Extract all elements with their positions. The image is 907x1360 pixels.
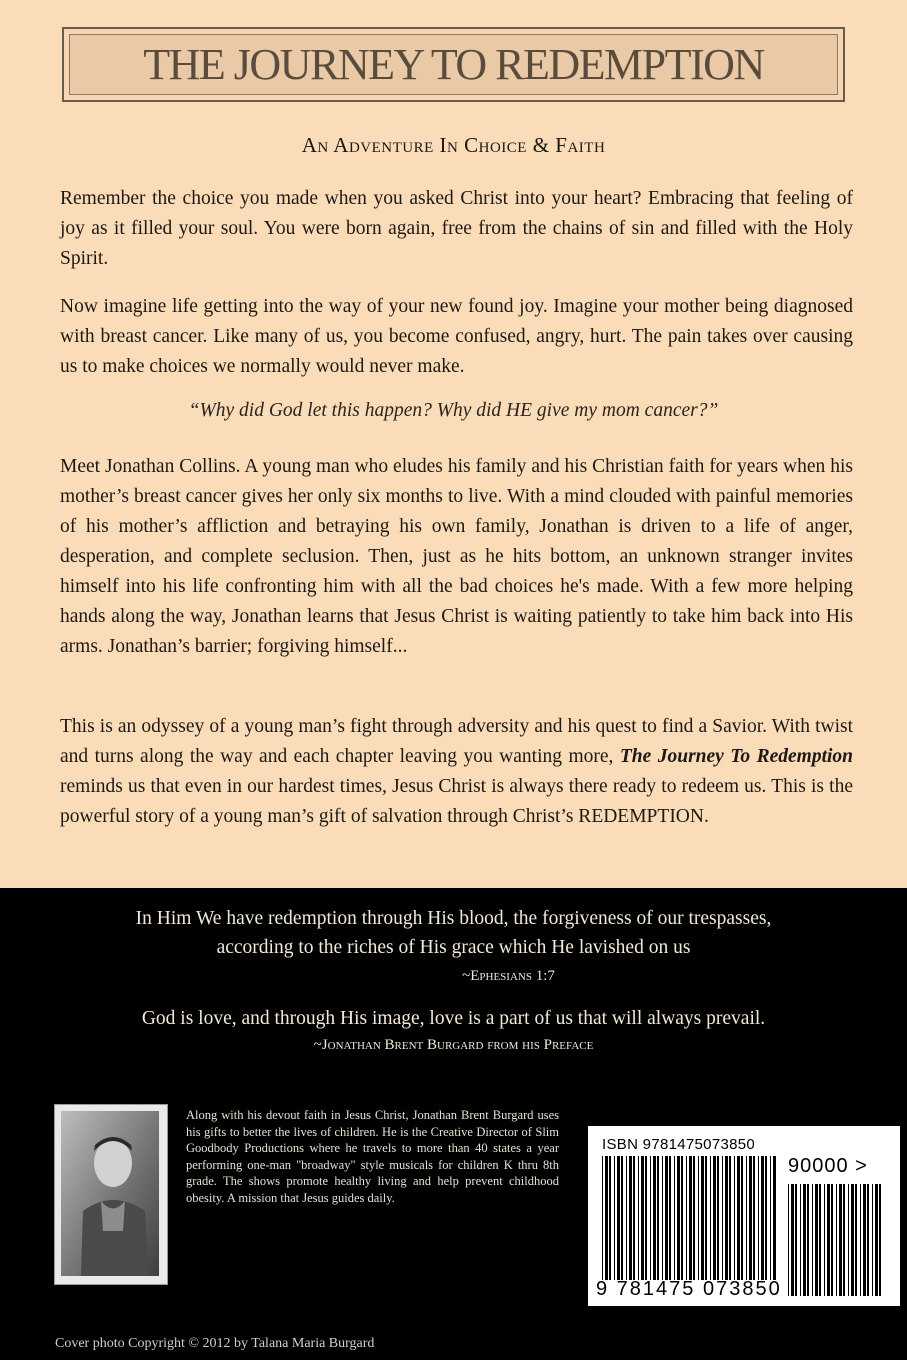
barcode-bar bbox=[602, 1156, 603, 1280]
barcode-bar bbox=[807, 1184, 809, 1296]
barcode-digits: 9 781475 073850 bbox=[596, 1278, 782, 1300]
title-frame bbox=[62, 27, 845, 102]
barcode-bar bbox=[710, 1156, 711, 1280]
barcode-bar bbox=[815, 1184, 818, 1296]
barcode-bar bbox=[629, 1156, 632, 1280]
barcode-bar bbox=[717, 1156, 719, 1280]
scripture-quote bbox=[0, 904, 907, 962]
barcode-bars bbox=[602, 1156, 778, 1280]
book-title-inline: The Journey To Redemption bbox=[619, 746, 853, 767]
barcode-bar bbox=[795, 1184, 797, 1296]
scripture-line-2: according to the riches of His grace which He lavished on us bbox=[216, 937, 691, 958]
barcode-bar bbox=[633, 1156, 635, 1280]
barcode-bar bbox=[758, 1156, 759, 1280]
photo-credit: Cover photo Copyright © 2012 by Talana Maria Burgard bbox=[55, 1336, 375, 1351]
barcode-bar bbox=[867, 1184, 869, 1296]
barcode-bar bbox=[827, 1184, 830, 1296]
scripture-reference: ~Ephesians 1:7 bbox=[462, 968, 555, 984]
blurb-quote: “Why did God let this happen? Why did HE give my mom cancer?” bbox=[188, 400, 719, 421]
barcode-bar bbox=[626, 1156, 627, 1280]
blurb-paragraph-3: Meet Jonathan Collins. A young man who eludes his family and his Christian faith for years when his mother’s breast cancer gives her only six months to live. With a mind clouded with painful memories of his mother’s affliction and betraying his own family, Jonathan is driven to a life of anger, desperation, and complete seclusion. Then, just as he hits bottom, an unknown stranger invites himself into his life confronting him with all the bad choices he's made. With a few more helping hands along the way, Jonathan learns that Jesus Christ is waiting patiently to take him back into His arms. Jonathan’s barrier; forgiving himself... bbox=[60, 456, 853, 657]
barcode-bar bbox=[701, 1156, 704, 1280]
barcode-bar bbox=[879, 1184, 881, 1296]
author-bio: Along with his devout faith in Jesus Christ, Jonathan Brent Burgard uses his gifts to better the lives of children. He is the Creative Director of Slim Goodbody Productions where he travels to more than 40 states a year performing one-man "broadway" style musicals for children K thru 8th grade. The shows promote healthy living and help prevent childhood obesity. A mission that Jesus guides daily. bbox=[186, 1108, 559, 1205]
paragraph-4-lead: This is an odyssey of a young man’s fight through adversity and his quest to find a Savior. With twist and turns along the way and each chapter leaving you wanting more, bbox=[60, 716, 853, 767]
barcode-bar bbox=[665, 1156, 668, 1280]
barcode-bar bbox=[839, 1184, 842, 1296]
barcode-bar bbox=[746, 1156, 747, 1280]
barcode-bar bbox=[650, 1156, 651, 1280]
barcode-bar bbox=[686, 1156, 687, 1280]
preface-quote: God is love, and through His image, love is a part of us that will always prevail. bbox=[141, 1008, 766, 1029]
book-subtitle: An Adventure In Choice & Faith bbox=[301, 133, 606, 157]
barcode-bar bbox=[819, 1184, 821, 1296]
barcode-bar bbox=[734, 1156, 735, 1280]
barcode-bar bbox=[653, 1156, 656, 1280]
barcode-bar bbox=[645, 1156, 647, 1280]
barcode-bar bbox=[851, 1184, 854, 1296]
barcode-bar bbox=[729, 1156, 731, 1280]
barcode-bar bbox=[788, 1184, 789, 1296]
cover-bottom-section bbox=[0, 888, 907, 1360]
barcode-bar bbox=[669, 1156, 671, 1280]
barcode-bar bbox=[737, 1156, 740, 1280]
barcode-bar bbox=[831, 1184, 833, 1296]
author-photo-image bbox=[61, 1111, 159, 1276]
barcode-bar bbox=[741, 1156, 743, 1280]
barcode-bar bbox=[855, 1184, 857, 1296]
barcode-bar bbox=[770, 1156, 771, 1280]
barcode-bar bbox=[749, 1156, 752, 1280]
barcode-bar bbox=[713, 1156, 716, 1280]
barcode-bar bbox=[812, 1184, 813, 1296]
addon-barcode-bars bbox=[788, 1184, 884, 1296]
isbn-label: ISBN 9781475073850 bbox=[602, 1136, 756, 1153]
barcode-bar bbox=[609, 1156, 611, 1280]
barcode-bar bbox=[638, 1156, 639, 1280]
barcode-bar bbox=[677, 1156, 680, 1280]
preface-reference: ~Jonathan Brent Burgard from his Preface bbox=[313, 1037, 594, 1053]
barcode-bar bbox=[863, 1184, 866, 1296]
blurb-paragraph-1: Remember the choice you made when you asked Christ into your heart? Embracing that feeling of joy as it filled your soul. You were born again, free from the chains of sin and filled with the Holy Spirit. bbox=[60, 188, 853, 269]
barcode-bar bbox=[725, 1156, 728, 1280]
barcode-bar bbox=[860, 1184, 861, 1296]
barcode-bar bbox=[689, 1156, 692, 1280]
barcode-bar bbox=[722, 1156, 723, 1280]
blurb-paragraph-2: Now imagine life getting into the way of your new found joy. Imagine your mother being diagnosed with breast cancer. Like many of us, you become confused, angry, hurt. The pain takes over causing us to make choices we normally would never make. bbox=[60, 296, 853, 377]
author-photo-frame bbox=[54, 1104, 168, 1285]
barcode-bar bbox=[803, 1184, 806, 1296]
title-plate bbox=[69, 34, 838, 95]
barcode-bar bbox=[662, 1156, 663, 1280]
barcode-bar bbox=[765, 1156, 767, 1280]
barcode-bar bbox=[773, 1156, 776, 1280]
barcode-bar bbox=[657, 1156, 659, 1280]
paragraph-4-tail: reminds us that even in our hardest times, Jesus Christ is always there ready to redeem us. This is the powerful story of a young man’s gift of salvation through Christ’s REDEMPTION. bbox=[60, 776, 853, 827]
barcode-bar bbox=[705, 1156, 707, 1280]
isbn-barcode bbox=[588, 1126, 900, 1306]
barcode-bar bbox=[875, 1184, 878, 1296]
book-title: THE JOURNEY TO REDEMPTION bbox=[143, 40, 764, 89]
barcode-bar bbox=[681, 1156, 683, 1280]
barcode-bar bbox=[614, 1156, 615, 1280]
barcode-bar bbox=[753, 1156, 755, 1280]
barcode-bar bbox=[836, 1184, 837, 1296]
price-code: 90000 > bbox=[788, 1155, 868, 1177]
barcode-bar bbox=[674, 1156, 675, 1280]
barcode-bar bbox=[800, 1184, 801, 1296]
barcode-bar bbox=[761, 1156, 764, 1280]
scripture-line-1: In Him We have redemption through His blood, the forgiveness of our trespasses, bbox=[135, 908, 772, 929]
barcode-bar bbox=[824, 1184, 825, 1296]
barcode-bar bbox=[791, 1184, 794, 1296]
barcode-bar bbox=[693, 1156, 695, 1280]
barcode-bar bbox=[843, 1184, 845, 1296]
barcode-bar bbox=[872, 1184, 873, 1296]
barcode-bar bbox=[848, 1184, 849, 1296]
author-photo bbox=[61, 1111, 159, 1276]
barcode-bar bbox=[641, 1156, 644, 1280]
barcode-bar bbox=[605, 1156, 608, 1280]
blurb-paragraph-4 bbox=[60, 712, 853, 832]
barcode-bar bbox=[698, 1156, 699, 1280]
barcode-bar bbox=[621, 1156, 623, 1280]
barcode-bar bbox=[617, 1156, 620, 1280]
